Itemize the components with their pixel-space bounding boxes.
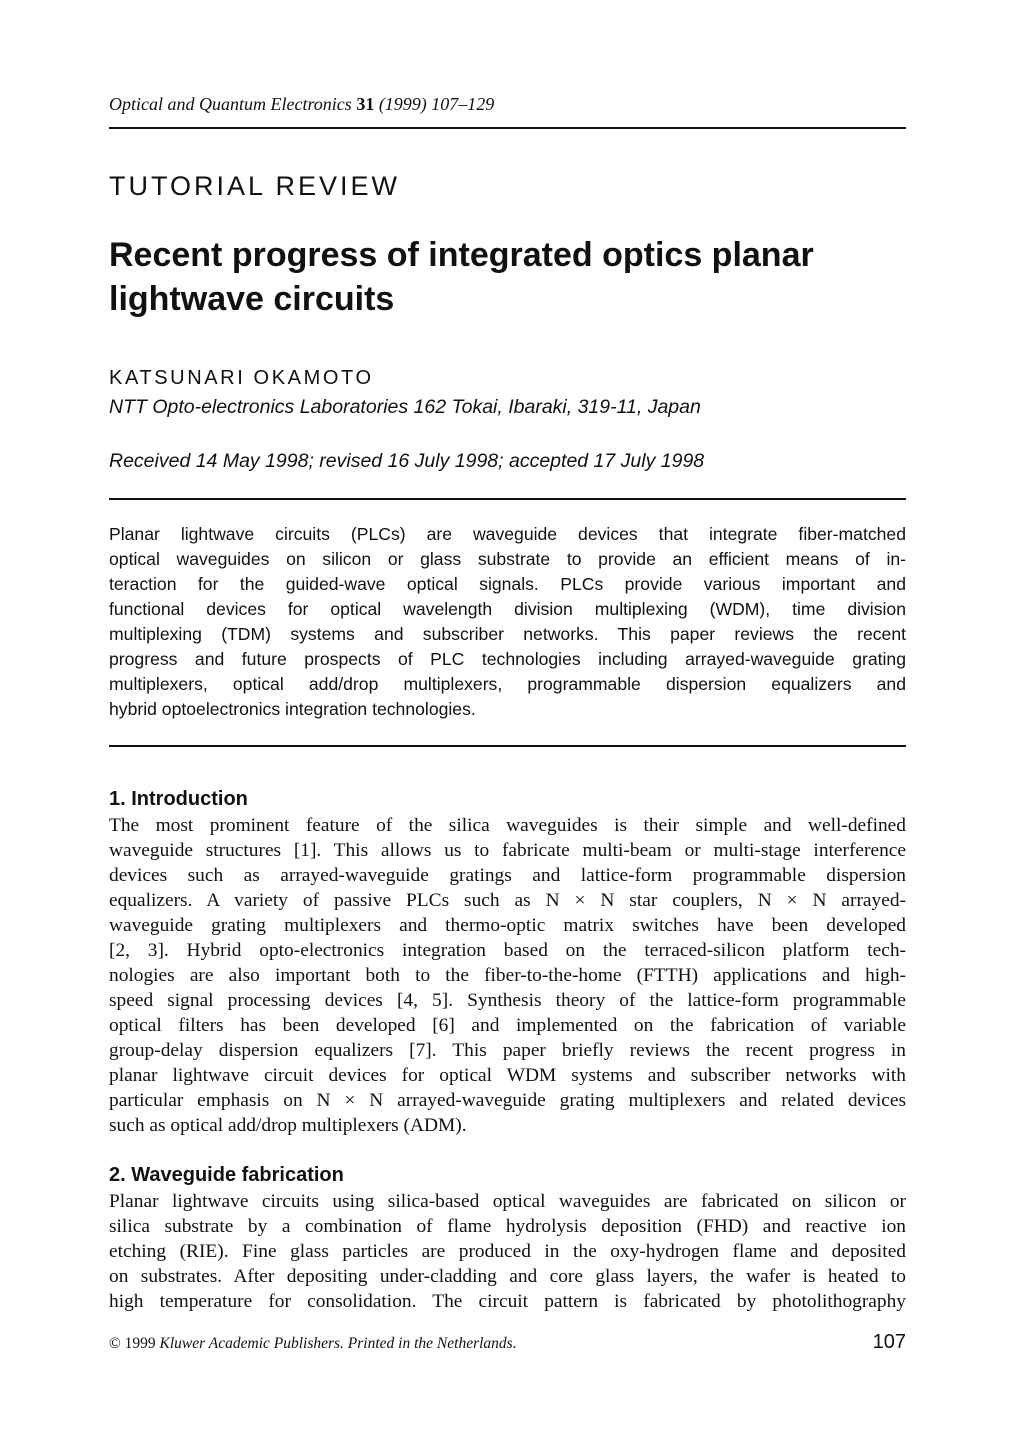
body-line: The most prominent feature of the silica waveguides is their simple and well-defined xyxy=(109,815,906,836)
abstract xyxy=(109,522,906,722)
body-line: particular emphasis on N × N arrayed-waveguide grating multiplexers and related devices xyxy=(109,1090,906,1111)
page-number: 107 xyxy=(872,1331,906,1353)
copyright-year: © 1999 xyxy=(109,1335,156,1352)
body-line: Planar lightwave circuits using silica-based optical waveguides are fabricated on silicon or xyxy=(109,1191,906,1212)
abstract-line: Planar lightwave circuits (PLCs) are waveguide devices that integrate fiber-matched xyxy=(109,524,906,544)
body-line: equalizers. A variety of passive PLCs such as N × N star couplers, N × N arrayed- xyxy=(109,890,906,911)
body-line: [2, 3]. Hybrid opto-electronics integration based on the terraced-silicon platform tech- xyxy=(109,940,906,961)
received-dates: Received 14 May 1998; revised 16 July 1998; accepted 17 July 1998 xyxy=(109,450,705,472)
title-line-2: lightwave circuits xyxy=(109,280,395,318)
waveguide-fabrication-body xyxy=(109,1189,906,1314)
body-line: etching (RIE). Fine glass particles are produced in the oxy-hydrogen flame and deposited xyxy=(109,1241,906,1262)
journal-volume: 31 xyxy=(356,94,375,114)
journal-name: Optical and Quantum Electronics xyxy=(109,94,352,114)
abstract-line: multiplexing (TDM) systems and subscriber networks. This paper reviews the recent xyxy=(109,624,906,644)
body-line: nologies are also important both to the fiber-to-the-home (FTTH) applications and high- xyxy=(109,965,906,986)
running-header xyxy=(109,94,494,115)
copyright-notice xyxy=(109,1335,517,1353)
abstract-line: multiplexers, optical add/drop multiplexers, programmable dispersion equalizers and xyxy=(109,674,906,694)
body-line: devices such as arrayed-waveguide gratings and lattice-form programmable dispersion xyxy=(109,865,906,886)
section-heading-introduction: 1. Introduction xyxy=(109,788,248,810)
introduction-body xyxy=(109,813,906,1138)
abstract-line: teraction for the guided-wave optical signals. PLCs provide various important and xyxy=(109,574,906,594)
author-name: KATSUNARI OKAMOTO xyxy=(109,367,374,389)
abstract-bottom-rule xyxy=(109,745,906,747)
body-line: such as optical add/drop multiplexers (ADM). xyxy=(109,1115,467,1136)
body-line: high temperature for consolidation. The circuit pattern is fabricated by photolithography xyxy=(109,1291,906,1312)
body-line: waveguide structures [1]. This allows us to fabricate multi-beam or multi-stage interference xyxy=(109,840,906,861)
abstract-top-rule xyxy=(109,498,906,500)
publisher-note: Kluwer Academic Publishers. Printed in the Netherlands. xyxy=(159,1335,517,1352)
body-line: planar lightwave circuit devices for optical WDM systems and subscriber networks with xyxy=(109,1065,906,1086)
header-rule xyxy=(109,127,906,129)
body-line: waveguide grating multiplexers and thermo-optic matrix switches have been developed xyxy=(109,915,906,936)
title-line-1: Recent progress of integrated optics planar xyxy=(109,236,814,274)
abstract-line: progress and future prospects of PLC technologies including arrayed-waveguide grating xyxy=(109,649,906,669)
body-line: group-delay dispersion equalizers [7]. This paper briefly reviews the recent progress in xyxy=(109,1040,906,1061)
abstract-line: optical waveguides on silicon or glass substrate to provide an efficient means of in- xyxy=(109,549,906,569)
abstract-line: hybrid optoelectronics integration technologies. xyxy=(109,699,476,719)
body-line: optical filters has been developed [6] and implemented on the fabrication of variable xyxy=(109,1015,906,1036)
section-type: TUTORIAL REVIEW xyxy=(109,171,401,201)
body-line: on substrates. After depositing under-cladding and core glass layers, the wafer is heated to xyxy=(109,1266,906,1287)
body-line: silica substrate by a combination of flame hydrolysis deposition (FHD) and reactive ion xyxy=(109,1216,906,1237)
section-heading-waveguide-fabrication: 2. Waveguide fabrication xyxy=(109,1164,344,1186)
page-title xyxy=(109,233,814,321)
journal-year-pages: (1999) 107–129 xyxy=(378,94,495,114)
body-line: speed signal processing devices [4, 5]. Synthesis theory of the lattice-form programmable xyxy=(109,990,906,1011)
abstract-line: functional devices for optical wavelength division multiplexing (WDM), time division xyxy=(109,599,906,619)
author-affiliation: NTT Opto-electronics Laboratories 162 Tokai, Ibaraki, 319-11, Japan xyxy=(109,396,701,418)
